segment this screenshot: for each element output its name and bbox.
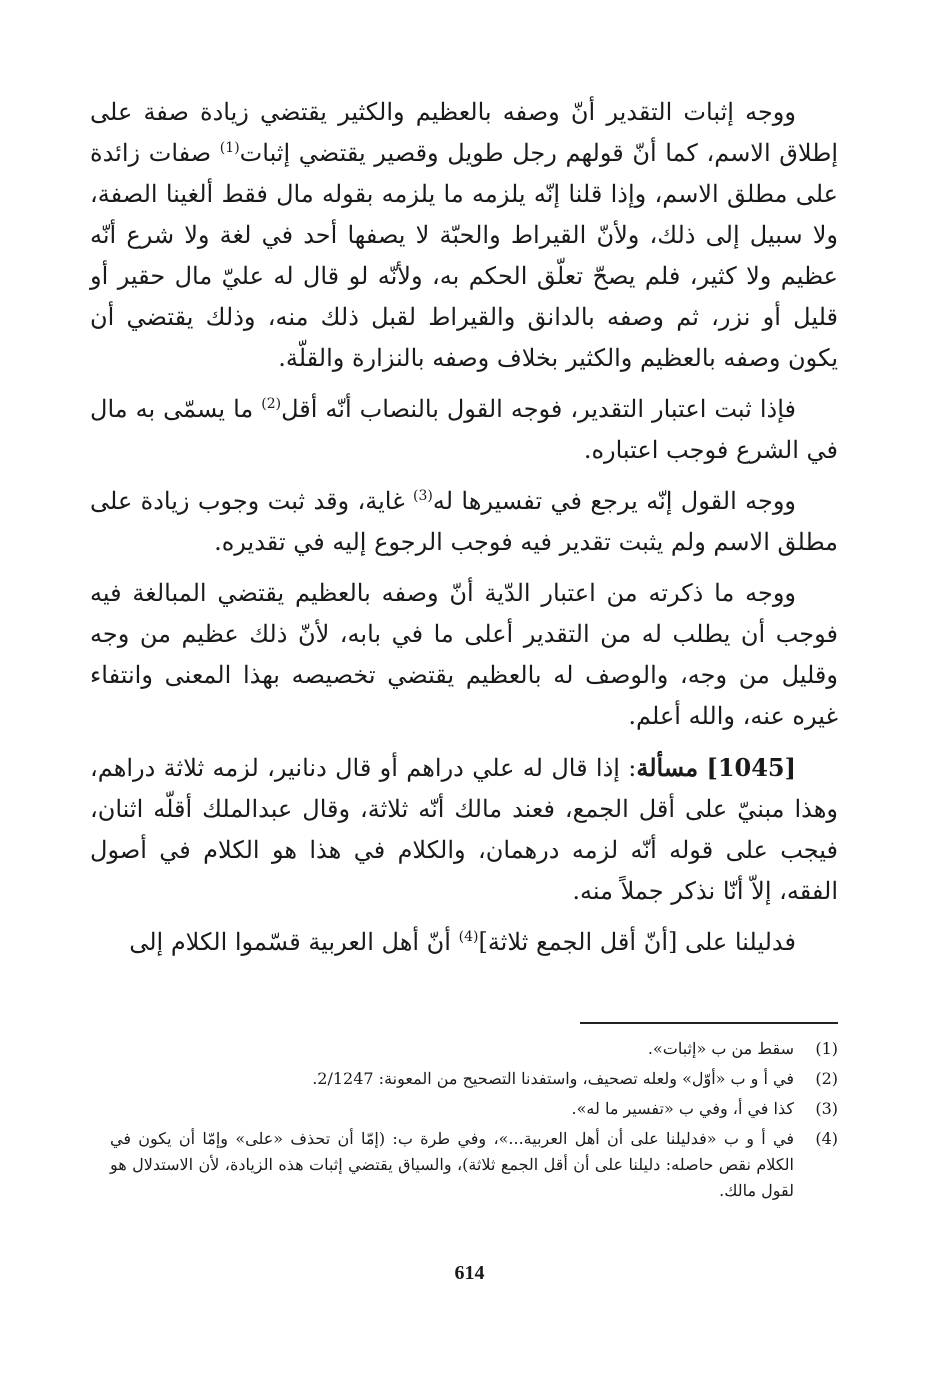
- footnote-number: (2): [815, 1069, 838, 1088]
- footnote-2: [110, 1066, 838, 1092]
- paragraph-3: [90, 481, 838, 563]
- main-text: [90, 92, 838, 973]
- paragraph-6-part-b: أنّ أهل العربية قسّموا الكلام إلى: [129, 928, 459, 956]
- footnote-text: في أ و ب «فدليلنا على أن أهل العربية...»، وفي طرة ب: (إمّا أن تحذف «على» وإمّا أن يكون في الكلام نقص حاصله: دليلنا على أن أقل الجمع ثلاثة)، والسياق يقتضي إثبات هذه الزيادة، لأن الاستدلال هو لقول مالك.: [110, 1129, 794, 1200]
- footnote-4: [110, 1126, 838, 1204]
- footnote-number: (3): [815, 1099, 838, 1118]
- footnote-text: كذا في أ، وفي ب «تفسير ما له».: [571, 1099, 794, 1118]
- footnote-number: (1): [815, 1039, 838, 1058]
- paragraph-6: [90, 922, 838, 963]
- page-number: 614: [454, 1262, 485, 1284]
- footnote-ref-4: (4): [458, 929, 479, 945]
- footnote-ref-1: (1): [219, 140, 240, 156]
- issue-number: [1045]: [706, 753, 796, 782]
- footnote-text: في أ و ب «أوّل» ولعله تصحيف، واستفدنا التصحيح من المعونة: 2/1247.: [312, 1069, 794, 1088]
- paragraph-1: [90, 92, 838, 379]
- footnote-ref-3: (3): [413, 488, 433, 504]
- footnote-text: سقط من ب «إثبات».: [647, 1039, 794, 1058]
- paragraph-1-part-b: صفات زائدة على مطلق الاسم، وإذا قلنا إنّه يلزمه ما يلزمه بقوله مال فقط ألغينا الصفة، ولا سبيل إلى ذلك، ولأنّ القيراط والحبّة لا يصفها أحد في لغة ولا شرع أنّه عظيم ولا كثير، فلم يصحّ تعلّق الحكم به، ولأنّه لو قال له عليّ مال حقير أو قليل أو نزر، ثم وصفه بالدانق والقيراط لقبل ذلك منه، وذلك يقتضي أن يكون وصفه بالعظيم والكثير بخلاف وصفه بالنزارة والقلّة.: [90, 139, 838, 372]
- paragraph-2-part-a: فإذا ثبت اعتبار التقدير، فوجه القول بالنصاب أنّه أقل: [281, 395, 796, 423]
- paragraph-6-part-a: فدليلنا على [أنّ أقل الجمع ثلاثة]: [478, 928, 796, 956]
- issue-heading: مسألة: [636, 753, 699, 782]
- paragraph-4: [90, 573, 838, 737]
- footnote-divider: [580, 1022, 838, 1024]
- footnote-1: [110, 1036, 838, 1062]
- footnote-ref-2: (2): [261, 396, 282, 412]
- paragraph-2-part-b: ما يسمّى به مال في الشرع فوجب اعتباره.: [90, 395, 838, 464]
- footnotes: [110, 1036, 838, 1208]
- paragraph-1-part-a: ووجه إثبات التقدير أنّ وصفه بالعظيم والكثير يقتضي زيادة صفة على إطلاق الاسم، كما أنّ قولهم رجل طويل وقصير يقتضي إثبات: [90, 98, 839, 167]
- paragraph-5-issue: [90, 747, 838, 912]
- paragraph-3-part-a: ووجه القول إنّه يرجع في تفسيرها له: [432, 487, 797, 515]
- paragraph-4-text: ووجه ما ذكرته من اعتبار الدّية أنّ وصفه بالعظيم يقتضي المبالغة فيه فوجب أن يطلب له من التقدير أعلى ما في بابه، لأنّ ذلك عظيم من وجه وقليل من وجه، والوصف له بالعظيم يقتضي تخصيصه بهذا المعنى وانتفاء غيره عنه، والله أعلم.: [90, 579, 839, 730]
- paragraph-5-text: : إذا قال له علي دراهم أو قال دنانير، لزمه ثلاثة دراهم، وهذا مبنيّ على أقل الجمع، فعند مالك أنّه ثلاثة، وقال عبدالملك أقلّه اثنان، فيجب على قوله أنّه لزمه درهمان، والكلام في هذا هو الكلام في أصول الفقه، إلاّ أنّا نذكر جملاً منه.: [90, 754, 838, 905]
- footnote-3: [110, 1096, 838, 1122]
- paragraph-3-part-b: غاية، وقد ثبت وجوب زيادة على مطلق الاسم ولم يثبت تقدير فيه فوجب الرجوع إليه في تقديره.: [90, 487, 838, 556]
- paragraph-2: [90, 389, 838, 471]
- footnote-number: (4): [815, 1129, 838, 1148]
